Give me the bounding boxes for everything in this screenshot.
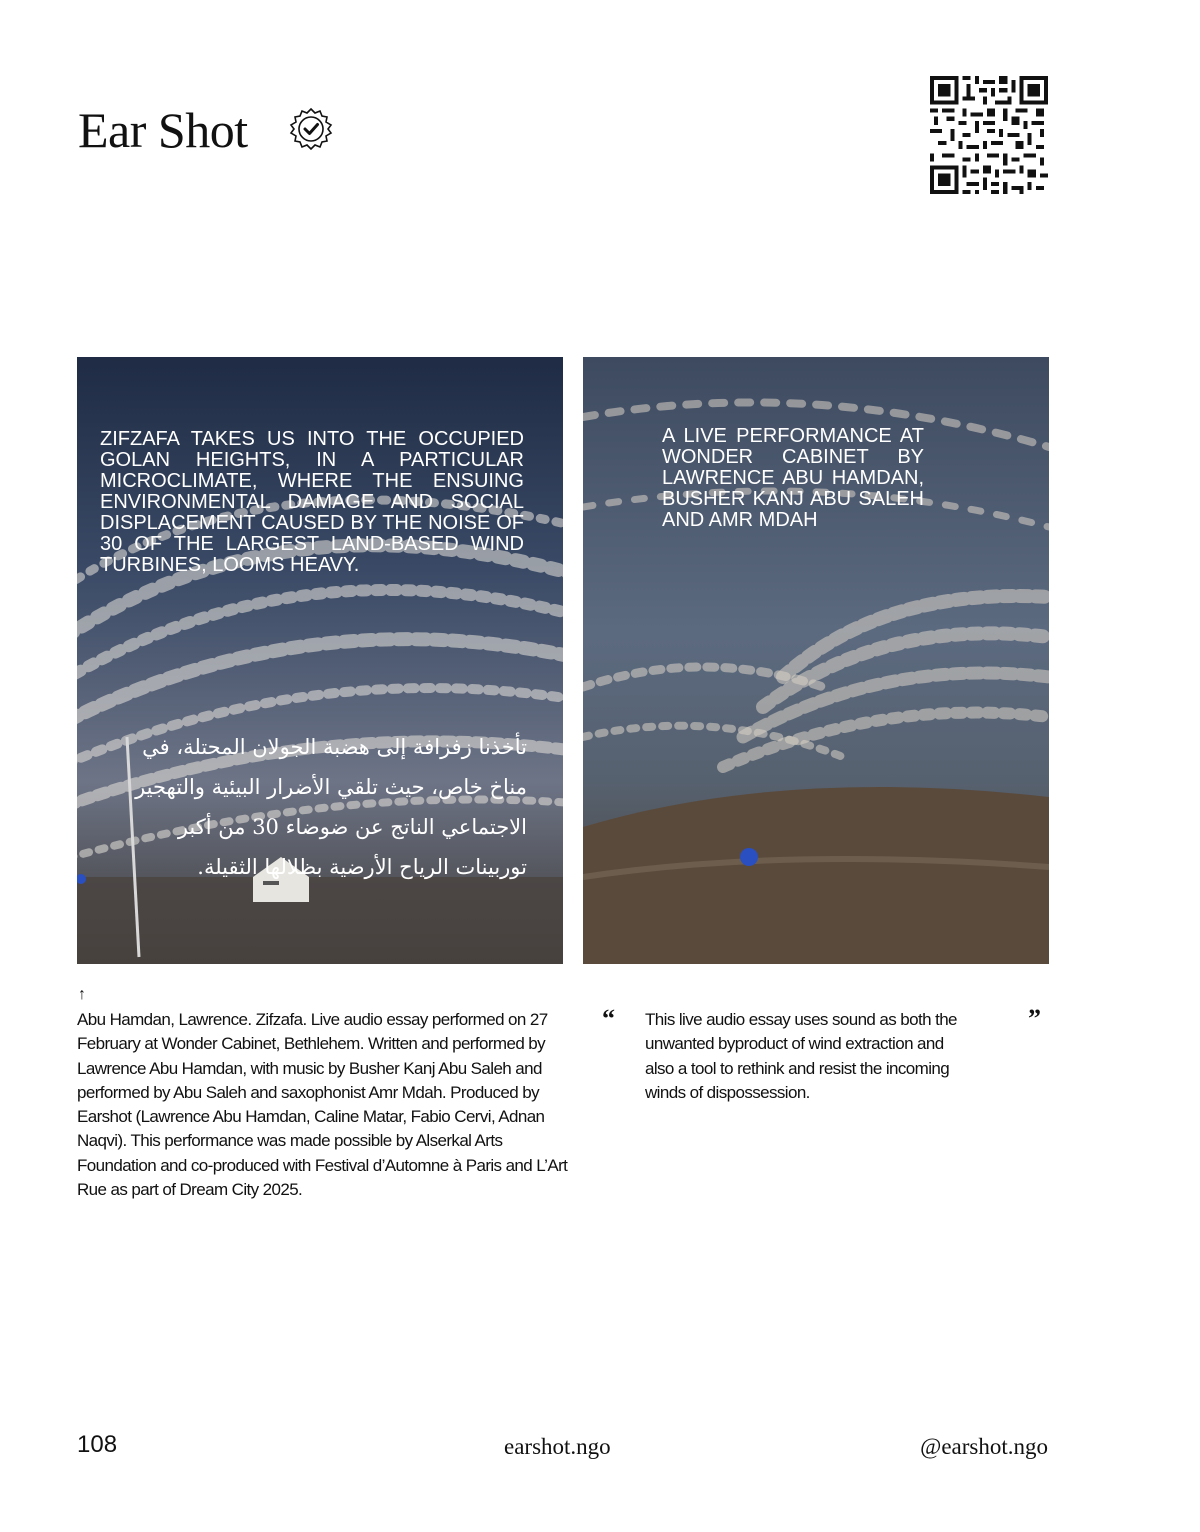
pull-quote: This live audio essay uses sound as both the unwanted byproduct of wind extraction and also a tool to rethink and resist the incoming winds of dispossession. [645, 1010, 957, 1102]
zifzafa-description-arabic: تأخذنا زفزافة إلى هضبة الجولان المحتلة، في مناخ خاص، حيث تلقي الأضرار البيئية والتهجير الاجتماعي الناتج عن ضوضاء 30 من أكبر توربينات الرياح الأرضية بظلالها الثقيلة. [135, 735, 527, 879]
website-link[interactable]: earshot.ngo [504, 1434, 611, 1459]
performance-credit-english: A LIVE PERFORMANCE AT WONDER CABINET BY LAWRENCE ABU HAMDAN, BUSHER KANJ ABU SALEH AND AMR MDAH [662, 425, 924, 531]
close-quote-icon: ” [1028, 1004, 1041, 1033]
image-caption: Abu Hamdan, Lawrence. Zifzafa. Live audio essay performed on 27 February at Wonder Cabinet, Bethlehem. Written and performed by Lawrence Abu Hamdan, with music by Busher Kanj Abu Saleh and performed by Abu Saleh and saxophonist Amr Mdah. Produced by Earshot (Lawrence Abu Hamdan, Caline Matar, Fabio Cervi, Adnan Naqvi). This performance was made possible by Alserkal Arts Foundation and co-produced with Festival d’Automne à Paris and L’Art Rue as part of Dream City 2025. [77, 1010, 568, 1200]
performance-image-panel [583, 357, 1049, 964]
open-quote-icon: “ [602, 1004, 615, 1033]
up-arrow-icon: ↑ [78, 986, 86, 1003]
verified-check-badge-icon [288, 106, 334, 152]
zifzafa-image-panel [77, 357, 563, 964]
social-handle-link[interactable]: @earshot.ngo [920, 1434, 1048, 1459]
page-title: Ear Shot [78, 102, 248, 158]
zifzafa-description-english: ZIFZAFA TAKES US INTO THE OCCUPIED GOLAN HEIGHTS, IN A PARTICULAR MICROCLIMATE, WHERE THE ENSUING ENVIRONMENTAL DAMAGE AND SOCIAL DISPLACEMENT CAUSED BY THE NOISE OF 30 OF THE LARGEST LAND-BASED WIND TURBINES, LOOMS HEAVY. [100, 428, 524, 576]
page-number: 108 [77, 1431, 118, 1458]
qr-code-icon [930, 76, 1048, 194]
